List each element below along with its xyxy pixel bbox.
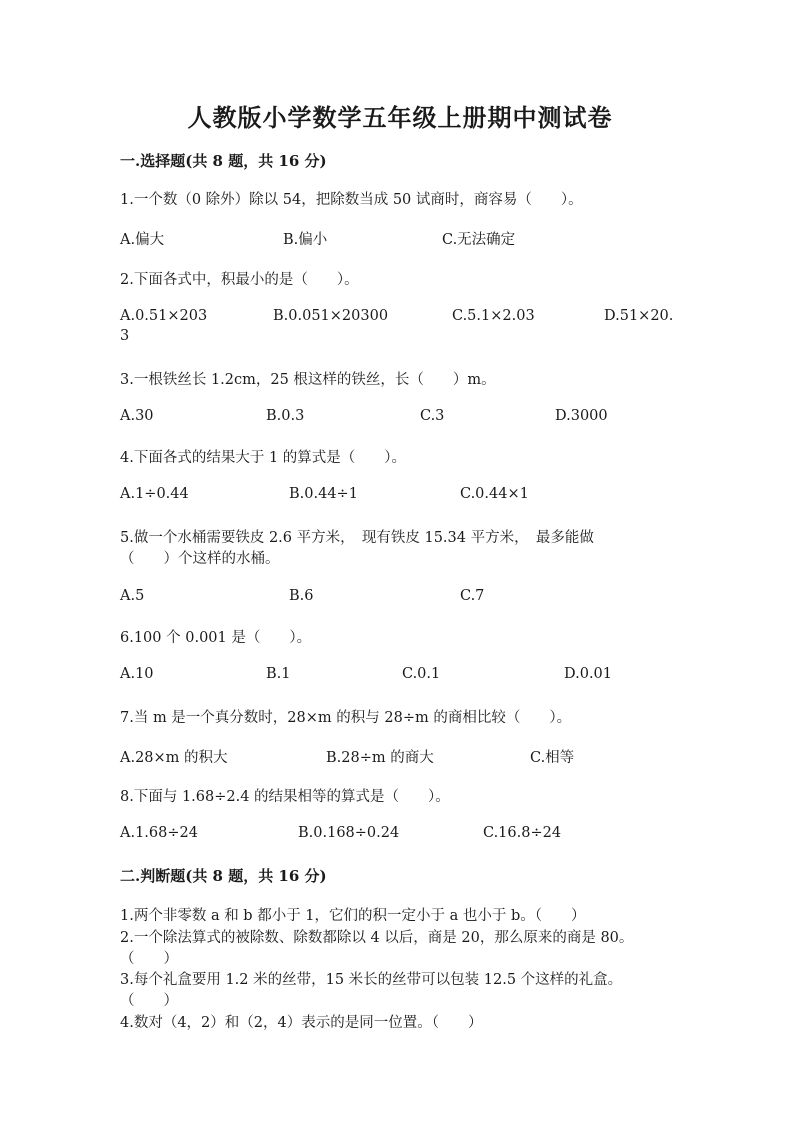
- page-title: 人教版小学数学五年级上册期中测试卷: [187, 103, 613, 132]
- question-3: 3.一根铁丝长 1.2cm，25 根这样的铁丝，长（ ）m。: [120, 372, 496, 388]
- q8-option-a: A.1.68÷24: [120, 825, 198, 841]
- question-1: 1.一个数（0 除外）除以 54，把除数当成 50 试商时，商容易（ ）。: [120, 192, 583, 208]
- q2-option-d-wrap: 3: [120, 328, 130, 344]
- question-5-cont: （ ）个这样的水桶。: [120, 551, 280, 567]
- q1-option-c: C.无法确定: [442, 232, 516, 248]
- section-heading-choice: 一.选择题(共 8 题，共 16 分): [120, 152, 327, 170]
- judgement-3-blank: （ ）: [120, 993, 178, 1009]
- q6-option-d: D.0.01: [564, 666, 613, 682]
- question-5: 5.做一个水桶需要铁皮 2.6 平方米， 现有铁皮 15.34 平方米， 最多能做: [120, 530, 594, 546]
- q3-option-d: D.3000: [555, 408, 608, 424]
- q6-option-b: B.1: [266, 666, 291, 682]
- q3-option-b: B.0.3: [266, 408, 305, 424]
- q7-option-a: A.28×m 的积大: [120, 750, 228, 766]
- q3-option-a: A.30: [120, 408, 154, 424]
- q8-option-c: C.16.8÷24: [483, 825, 562, 841]
- judgement-2-blank: （ ）: [120, 951, 178, 967]
- q7-option-c: C.相等: [530, 750, 575, 766]
- q2-option-a: A.0.51×203: [120, 308, 208, 324]
- judgement-4: 4.数对（4，2）和（2，4）表示的是同一位置。（ ）: [120, 1015, 483, 1031]
- q1-option-b: B.偏小: [283, 232, 328, 248]
- q1-option-a: A.偏大: [120, 232, 165, 248]
- section-heading-judgement: 二.判断题(共 8 题，共 16 分): [120, 867, 327, 885]
- q2-option-d: D.51×20.: [604, 308, 674, 324]
- judgement-3: 3.每个礼盒要用 1.2 米的丝带，15 米长的丝带可以包装 12.5 个这样的礼盒。: [120, 972, 623, 988]
- q5-option-b: B.6: [289, 588, 314, 604]
- q2-option-b: B.0.051×20300: [273, 308, 389, 324]
- q2-option-c: C.5.1×2.03: [452, 308, 535, 324]
- q8-option-b: B.0.168÷0.24: [298, 825, 400, 841]
- q4-option-c: C.0.44×1: [460, 486, 529, 502]
- judgement-2: 2.一个除法算式的被除数、除数都除以 4 以后，商是 20，那么原来的商是 80。: [120, 930, 634, 946]
- question-8: 8.下面与 1.68÷2.4 的结果相等的算式是（ ）。: [120, 789, 450, 805]
- q3-option-c: C.3: [420, 408, 445, 424]
- q5-option-c: C.7: [460, 588, 485, 604]
- q7-option-b: B.28÷m 的商大: [326, 750, 434, 766]
- q6-option-c: C.0.1: [402, 666, 441, 682]
- q6-option-a: A.10: [120, 666, 154, 682]
- q5-option-a: A.5: [120, 588, 145, 604]
- q4-option-a: A.1÷0.44: [120, 486, 189, 502]
- judgement-1: 1.两个非零数 a 和 b 都小于 1，它们的积一定小于 a 也小于 b。（ ）: [120, 908, 586, 924]
- question-4: 4.下面各式的结果大于 1 的算式是（ ）。: [120, 450, 407, 466]
- question-7: 7.当 m 是一个真分数时，28×m 的积与 28÷m 的商相比较（ ）。: [120, 710, 572, 726]
- question-6: 6.100 个 0.001 是（ ）。: [120, 630, 312, 646]
- q4-option-b: B.0.44÷1: [289, 486, 358, 502]
- question-2: 2.下面各式中，积最小的是（ ）。: [120, 272, 359, 288]
